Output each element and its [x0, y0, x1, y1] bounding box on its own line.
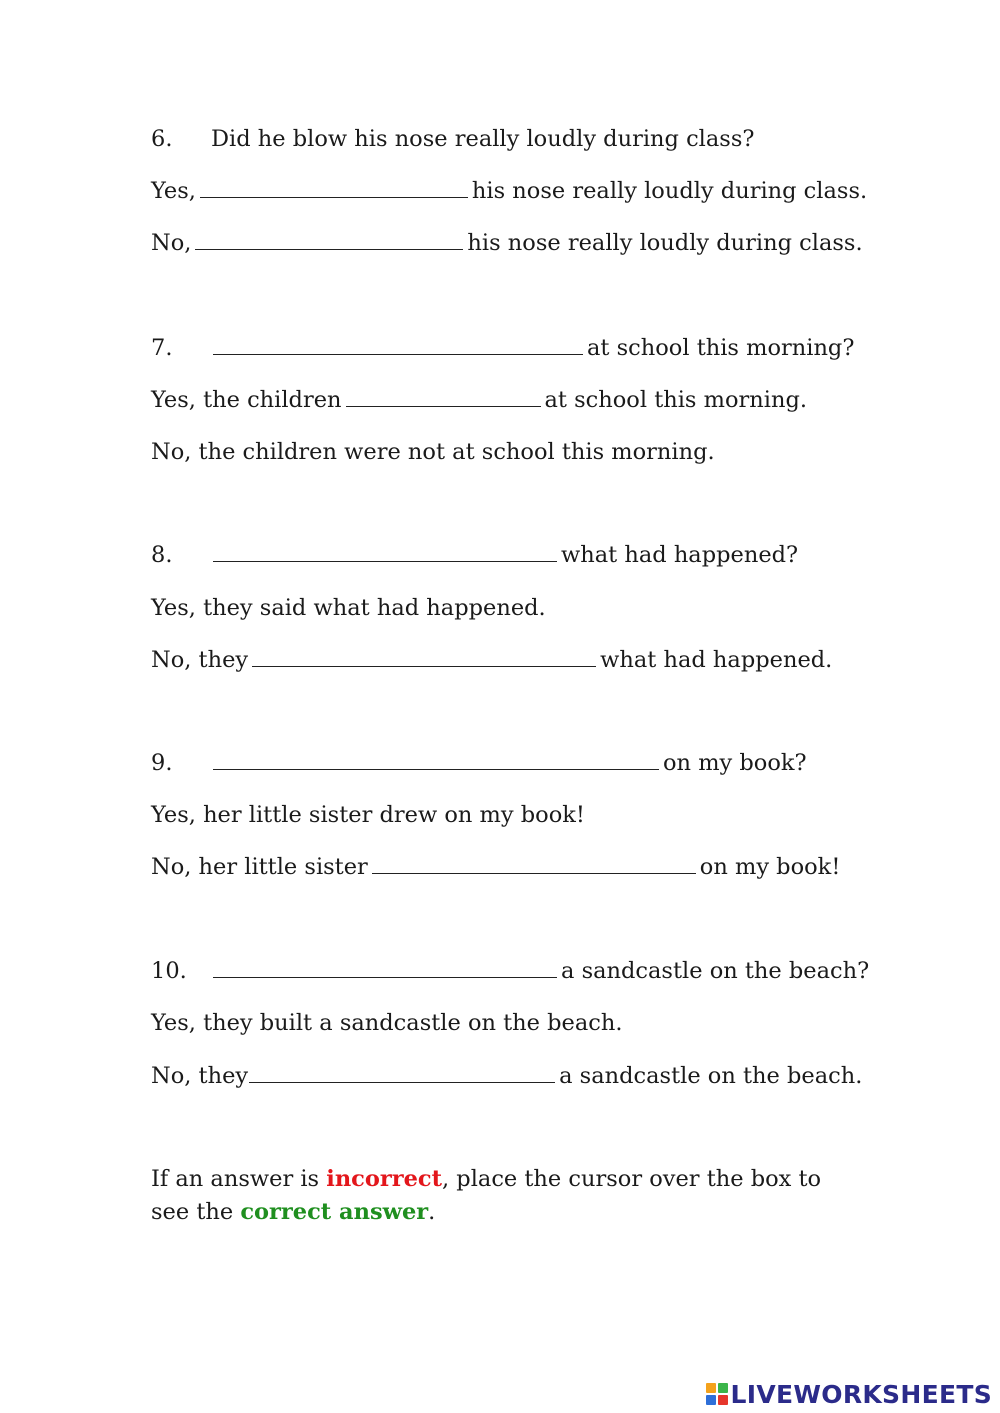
q8-yes-line: Yes, they said what had happened.	[151, 595, 546, 621]
q7-question-suffix: at school this morning?	[587, 335, 855, 361]
liveworksheets-logo	[706, 1379, 992, 1409]
q9-number: 9.	[151, 750, 173, 776]
q9-question-suffix: on my book?	[663, 750, 807, 776]
q8-number: 8.	[151, 542, 173, 568]
q8-no-blank[interactable]	[252, 646, 596, 667]
q6-no-suffix: his nose really loudly during class.	[467, 230, 863, 256]
logo-text: LIVEWORKSHEETS	[730, 1379, 992, 1409]
q8-no-prefix: No, they	[151, 647, 249, 673]
q7-yes-prefix: Yes, the children	[151, 387, 342, 413]
q8-question-suffix: what had happened?	[561, 542, 799, 568]
q9-no-suffix: on my book!	[699, 854, 841, 880]
q7-number: 7.	[151, 335, 173, 361]
note-text-1: If an answer is	[151, 1166, 327, 1192]
note-text-2: , place the cursor over the box to see the	[151, 1166, 822, 1225]
q6-yes-prefix: Yes,	[151, 178, 196, 204]
q10-question	[151, 956, 869, 986]
q7-question-blank[interactable]	[213, 334, 583, 355]
q9-no-blank[interactable]	[372, 853, 696, 874]
q6-no-blank[interactable]	[195, 229, 463, 250]
q10-no-prefix: No, they	[151, 1063, 249, 1089]
q6-no-prefix: No,	[151, 230, 192, 256]
q9-no-prefix: No, her little sister	[151, 854, 368, 880]
q8-no-suffix: what had happened.	[600, 647, 833, 673]
q10-no-blank[interactable]	[249, 1062, 555, 1083]
q10-no-suffix: a sandcastle on the beach.	[559, 1063, 863, 1089]
q10-question-suffix: a sandcastle on the beach?	[561, 958, 870, 984]
q9-question-blank[interactable]	[213, 749, 659, 770]
logo-mark-icon	[706, 1383, 728, 1405]
q6-number: 6.	[151, 126, 173, 152]
q10-question-blank[interactable]	[213, 957, 557, 978]
q10-number: 10.	[151, 958, 187, 984]
q8-no-line	[151, 645, 832, 675]
q7-question	[151, 333, 854, 363]
q9-question	[151, 748, 807, 778]
q6-yes-blank[interactable]	[200, 177, 468, 198]
q10-no-line	[151, 1061, 862, 1091]
q7-no-line: No, the children were not at school this morning.	[151, 439, 715, 465]
q7-yes-line	[151, 385, 807, 415]
q7-yes-blank[interactable]	[346, 386, 541, 407]
note-correct-answer: correct answer	[240, 1199, 429, 1225]
q6-no-line	[151, 228, 863, 258]
q10-yes-line: Yes, they built a sandcastle on the beach.	[151, 1010, 623, 1036]
q6-yes-suffix: his nose really loudly during class.	[471, 178, 868, 204]
note-text-3: .	[428, 1199, 436, 1225]
q6-question-text: Did he blow his nose really loudly during class?	[211, 126, 755, 152]
q7-yes-suffix: at school this morning.	[544, 387, 808, 413]
instruction-note	[151, 1163, 851, 1229]
q9-yes-line: Yes, her little sister drew on my book!	[151, 802, 585, 828]
note-incorrect-word: incorrect	[326, 1166, 442, 1192]
q8-question	[151, 540, 798, 570]
q9-no-line	[151, 852, 840, 882]
q8-question-blank[interactable]	[213, 541, 557, 562]
q6-yes-line	[151, 176, 867, 206]
q6-question	[151, 124, 754, 154]
